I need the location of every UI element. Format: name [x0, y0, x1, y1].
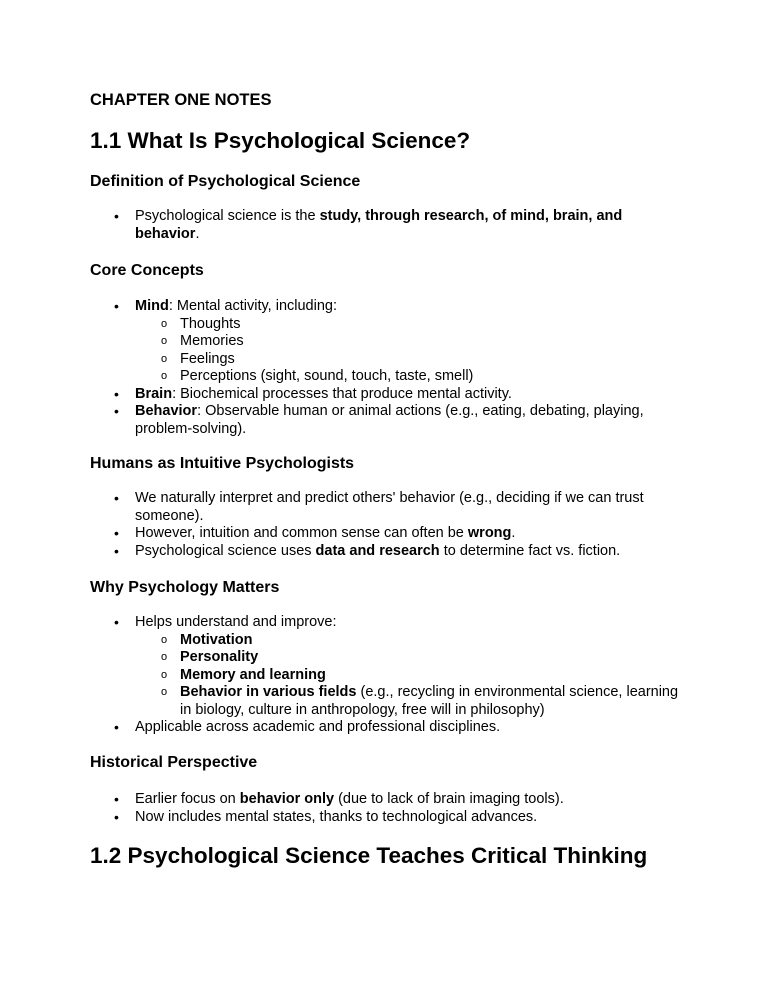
sublist-item: o Thoughts	[135, 316, 680, 334]
core-concepts-list	[90, 298, 680, 438]
list-item: • Psychological science uses data and research to determine fact vs. fiction.	[90, 543, 680, 561]
mind-sublist	[135, 316, 680, 386]
matters-sublist	[135, 632, 680, 720]
list-item: • Now includes mental states, thanks to technological advances.	[90, 809, 680, 827]
section-heading-1-1: 1.1 What Is Psychological Science?	[90, 128, 471, 153]
subheading-intuitive-psychologists: Humans as Intuitive Psychologists	[90, 455, 355, 472]
bold-text: Mind	[135, 298, 169, 314]
history-list	[90, 791, 680, 826]
list-item: • We naturally interpret and predict others' behavior (e.g., deciding if we can trust someone).	[90, 490, 680, 525]
matters-list	[90, 614, 680, 737]
subheading-why-psychology-matters: Why Psychology Matters	[90, 579, 280, 596]
bold-text: data and research	[315, 542, 440, 559]
list-item: • Earlier focus on behavior only (due to lack of brain imaging tools).	[90, 791, 680, 809]
sublist-item: o Personality	[135, 649, 680, 667]
list-item: • Mind: Mental activity, including: o Thoughts o Memories o Feelings o Perceptions (sight, sound, touch, taste, smell)	[90, 298, 680, 386]
list-item: • Applicable across academic and professional disciplines.	[90, 719, 680, 737]
chapter-heading: CHAPTER ONE NOTES	[90, 91, 272, 109]
list-item: • However, intuition and common sense can often be wrong.	[90, 525, 680, 543]
sublist-item: o Memories	[135, 333, 680, 351]
sublist-item: o Feelings	[135, 351, 680, 369]
subheading-definition: Definition of Psychological Science	[90, 173, 361, 190]
bold-text: study, through research, of mind, brain, and behavior	[135, 208, 623, 242]
list-item: • Psychological science is the study, through research, of mind, brain, and behavior.	[90, 208, 680, 243]
sublist-item: o Perceptions (sight, sound, touch, taste, smell)	[135, 368, 680, 386]
sublist-item: o Motivation	[135, 632, 680, 650]
definition-list	[90, 208, 680, 243]
intuitive-list	[90, 490, 680, 560]
bold-text: Behavior	[135, 403, 198, 419]
bold-text: behavior only	[239, 791, 335, 807]
subheading-historical-perspective: Historical Perspective	[90, 754, 258, 771]
sublist-item: o Behavior in various fields (e.g., recycling in environmental science, learning in biology, culture in anthropology, free will in philosophy)	[135, 684, 680, 719]
subheading-core-concepts: Core Concepts	[90, 262, 204, 279]
sublist-item: o Memory and learning	[135, 667, 680, 685]
list-item: • Helps understand and improve: o Motivation o Personality o Memory and learning o Behavior in various fields (e.g., recycling in environmental science, learning in biology, culture in anthropology, free will in philosophy)	[90, 614, 680, 719]
list-item: • Behavior: Observable human or animal actions (e.g., eating, debating, playing, problem-solving).	[90, 403, 680, 438]
list-item: • Brain: Biochemical processes that produce mental activity.	[90, 386, 680, 404]
bold-text: Brain	[135, 385, 173, 402]
section-heading-1-2: 1.2 Psychological Science Teaches Critical Thinking	[90, 843, 648, 868]
bold-text: wrong	[467, 525, 512, 541]
